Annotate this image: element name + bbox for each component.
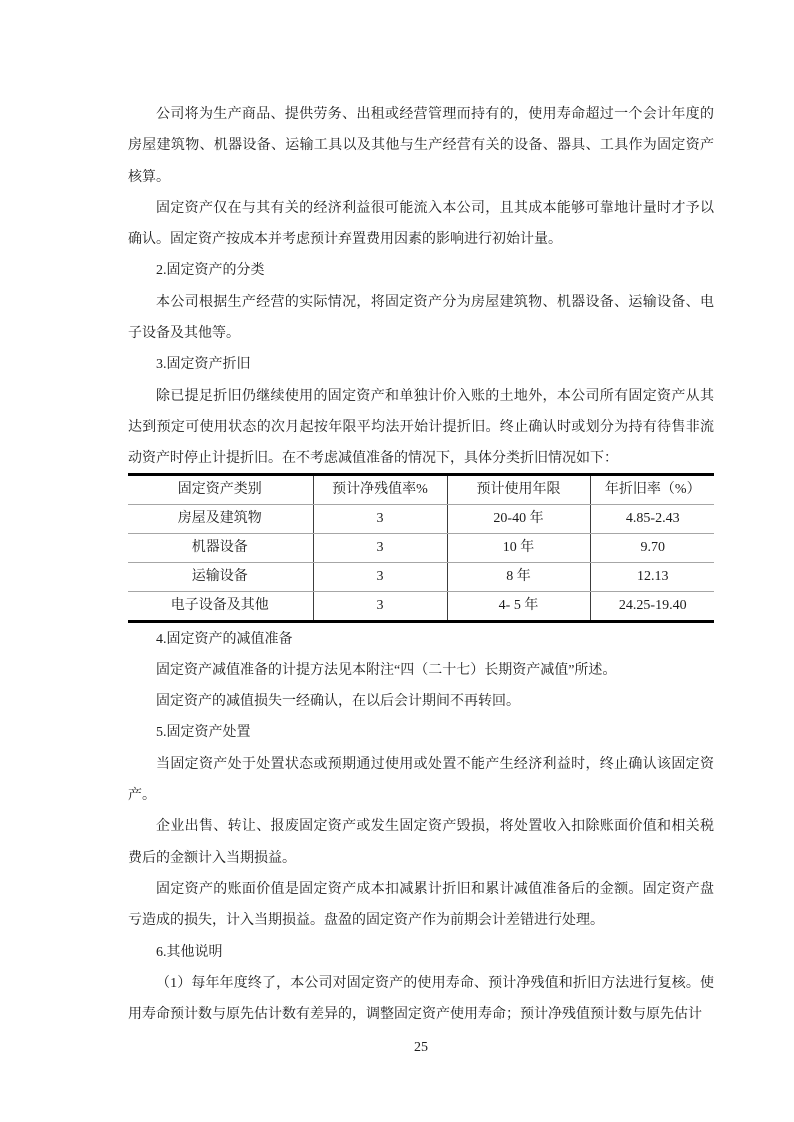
table-header-residual-rate: 预计净残值率% (313, 474, 447, 504)
table-cell: 机器设备 (128, 533, 313, 562)
page-number: 25 (414, 1040, 428, 1055)
section-heading: 5.固定资产处置 (156, 725, 251, 741)
table-cell: 8 年 (447, 562, 590, 591)
table-cell: 24.25-19.40 (618, 597, 687, 613)
table-cell: 运输设备 (128, 562, 313, 591)
paragraph: 固定资产的账面价值是固定资产成本扣减累计折旧和累计减值准备后的金额。固定资产盘亏造成的损失，计入当期损益。盘盈的固定资产作为前期会计差错进行处理。 (128, 881, 714, 929)
table-header-depreciation-rate: 年折旧率（%） (590, 474, 714, 504)
table-row (128, 533, 714, 562)
table-header-row (128, 474, 714, 504)
paragraph: 除已提足折旧仍继续使用的固定资产和单独计价入账的土地外，本公司所有固定资产从其达到预定可使用状态的次月起按年限平均法开始计提折旧。终止确认时或划分为持有待售非流动资产时停止计提折旧。在不考虑减值准备的情况下，具体分类折旧情况如下： (128, 388, 714, 467)
depreciation-table (128, 473, 714, 623)
table-row (128, 591, 714, 621)
table-cell: 20-40 年 (447, 504, 590, 533)
table-header-asset-class: 固定资产类别 (128, 474, 313, 504)
section-heading: 2.固定资产的分类 (156, 263, 265, 279)
table-header-useful-life: 预计使用年限 (447, 474, 590, 504)
paragraph: 当固定资产处于处置状态或预期通过使用或处置不能产生经济利益时，终止确认该固定资产。 (128, 756, 714, 804)
table-cell: 房屋及建筑物 (128, 504, 313, 533)
table-cell: 4.85-2.43 (590, 504, 714, 533)
table-cell: 9.70 (590, 533, 714, 562)
paragraph: 固定资产仅在与其有关的经济利益很可能流入本公司，且其成本能够可靠地计量时才予以确认。固定资产按成本并考虑预计弃置费用因素的影响进行初始计量。 (128, 200, 714, 248)
table-cell: 3 (313, 504, 447, 533)
paragraph: 固定资产减值准备的计提方法见本附注“四（二十七）长期资产减值”所述。 (156, 662, 617, 678)
table-cell: 12.13 (590, 562, 714, 591)
page-body (128, 99, 714, 1035)
section-heading: 4.固定资产的减值准备 (156, 631, 293, 647)
table-cell: 3 (313, 533, 447, 562)
table-cell: 10 年 (447, 533, 590, 562)
table-cell: 3 (313, 562, 447, 591)
paragraph: 固定资产的减值损失一经确认，在以后会计期间不再转回。 (156, 694, 520, 710)
paragraph: 企业出售、转让、报废固定资产或发生固定资产毁损，将处置收入扣除账面价值和相关税费后的金额计入当期损益。 (128, 819, 714, 866)
paragraph: 公司将为生产商品、提供劳务、出租或经营管理而持有的，使用寿命超过一个会计年度的房屋建筑物、机器设备、运输工具以及其他与生产经营有关的设备、器具、工具作为固定资产核算。 (128, 107, 714, 185)
paragraph: （1）每年年度终了，本公司对固定资产的使用寿命、预计净残值和折旧方法进行复核。使用寿命预计数与原先估计数有差异的，调整固定资产使用寿命；预计净残值预计数与原先估计 (128, 975, 714, 1023)
table-cell: 3 (313, 591, 447, 621)
section-heading: 3.固定资产折旧 (156, 357, 251, 373)
table-row (128, 504, 714, 533)
section-heading: 6.其他说明 (156, 944, 223, 960)
paragraph: 本公司根据生产经营的实际情况，将固定资产分为房屋建筑物、机器设备、运输设备、电子设备及其他等。 (128, 294, 714, 342)
table-cell: 电子设备及其他 (128, 591, 313, 621)
table-cell: 4- 5 年 (447, 591, 590, 621)
table-row (128, 562, 714, 591)
